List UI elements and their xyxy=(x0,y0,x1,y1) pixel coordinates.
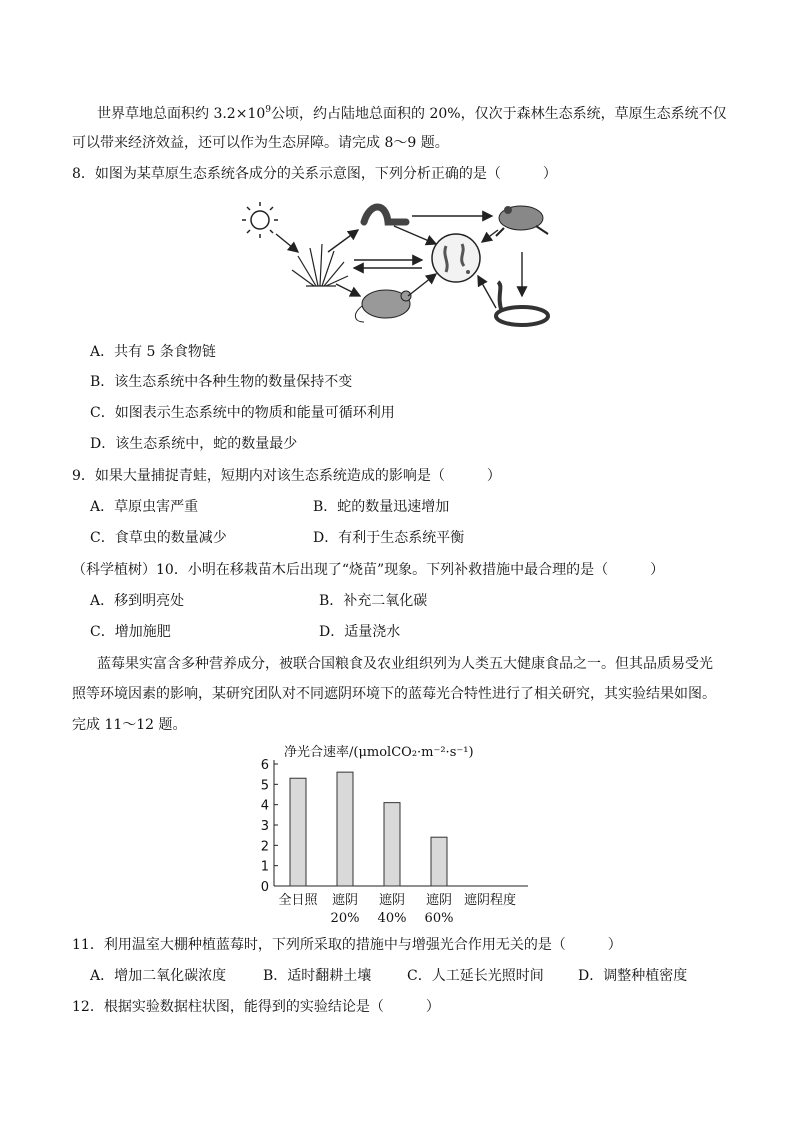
frog-icon xyxy=(496,206,548,236)
intro-paragraph-1-line-2: 可以带来经济效益，还可以作为生态屏障。请完成 8～9 题。 xyxy=(72,135,449,151)
chart-y-tick-label: 0 xyxy=(260,880,269,895)
intro-paragraph-2-line-1: 蓝莓果实富含多种营养成分，被联合国粮食及农业组织列为人类五大健康食品之一。但其品质易受光 xyxy=(97,656,713,672)
question-11-option-b: B．适时翻耕土壤 xyxy=(263,968,372,984)
question-9-option-c: C．食草虫的数量减少 xyxy=(90,530,227,546)
intro-paragraph-1-line-1: 世界草地总面积约 $3.2\times 10^9$公顷，约占陆地总面积的 20%，仅次于森林生态系统，草原生态系统不仅 xyxy=(97,105,727,122)
chart-bar xyxy=(384,803,400,886)
question-8-option-d: D．该生态系统中，蛇的数量最少 xyxy=(90,436,298,452)
question-11-option-c: C．人工延长光照时间 xyxy=(407,968,544,984)
question-10-option-a: A．移到明亮处 xyxy=(90,593,185,609)
chart-bar xyxy=(290,778,306,886)
question-10-option-c: C．增加施肥 xyxy=(90,624,171,640)
chart-bar xyxy=(337,772,353,886)
chart-x-tick-label-line-2: 40% xyxy=(377,911,407,926)
chart-y-tick-label: 4 xyxy=(260,798,269,814)
question-8-stem: 8．如图为某草原生态系统各成分的关系示意图，下列分析正确的是（ ） xyxy=(72,166,557,182)
chart-bar xyxy=(431,837,447,886)
chart-y-tick-label: 5 xyxy=(260,778,269,794)
question-9-option-b: B．蛇的数量迅速增加 xyxy=(313,499,450,515)
question-10-stem: （科学植树）10．小明在移栽苗木后出现了“烧苗”现象。下列补救措施中最合理的是（ ） xyxy=(72,562,665,578)
decomposer-microbe-icon xyxy=(432,234,480,282)
intro-paragraph-2-line-2: 照等环境因素的影响，某研究团队对不同遮阴环境下的蓝莓光合特性进行了相关研究，其实验结果如图。 xyxy=(72,686,716,702)
ecosystem-diagram xyxy=(236,196,556,332)
question-9-option-a: A．草原虫害严重 xyxy=(90,499,199,515)
question-9-option-d: D．有利于生态系统平衡 xyxy=(313,530,465,546)
chart-x-tick-label: 遮阴 xyxy=(378,893,406,908)
question-8-option-c: C．如图表示生态系统中的物质和能量可循环利用 xyxy=(90,405,395,421)
mouse-icon xyxy=(355,290,411,322)
chart-x-tick-label-line-2: 20% xyxy=(330,911,360,926)
chart-x-tick-label: 遮阴 xyxy=(331,893,359,908)
question-10-option-b: B．补充二氧化碳 xyxy=(319,593,428,609)
sun-icon xyxy=(242,202,278,238)
photosynthesis-bar-chart xyxy=(258,742,538,928)
question-10-option-d: D．适量浇水 xyxy=(319,624,401,640)
chart-x-tick-label: 全日照 xyxy=(278,893,318,908)
chart-x-axis-label: 遮阴程度 xyxy=(463,893,517,908)
caterpillar-icon xyxy=(364,207,406,222)
question-11-option-d: D．调整种植密度 xyxy=(578,968,688,984)
chart-y-tick-label: 2 xyxy=(260,839,269,855)
chart-y-tick-label: 1 xyxy=(260,859,269,875)
chart-x-tick-label-line-2: 60% xyxy=(424,911,454,926)
chart-y-axis-label: 净光合速率/(μmolCO₂·m⁻²·s⁻¹) xyxy=(284,745,474,760)
question-11-option-a: A．增加二氧化碳浓度 xyxy=(90,968,227,984)
chart-y-tick-label: 3 xyxy=(260,819,269,834)
question-8-option-a: A．共有 5 条食物链 xyxy=(90,344,216,360)
question-9-stem: 9．如果大量捕捉青蛙，短期内对该生态系统造成的影响是（ ） xyxy=(72,468,501,484)
grass-icon xyxy=(292,244,348,286)
question-11-stem: 11．利用温室大棚种植蓝莓时，下列所采取的措施中与增强光合作用无关的是（ ） xyxy=(72,937,622,953)
question-8-option-b: B．该生态系统中各种生物的数量保持不变 xyxy=(90,374,353,390)
chart-y-tick-label: 6 xyxy=(260,758,269,773)
intro-paragraph-2-line-3: 完成 11～12 题。 xyxy=(72,717,187,733)
chart-x-tick-label: 遮阴 xyxy=(425,893,453,908)
question-12-stem: 12．根据实验数据柱状图，能得到的实验结论是（ ） xyxy=(72,999,440,1015)
